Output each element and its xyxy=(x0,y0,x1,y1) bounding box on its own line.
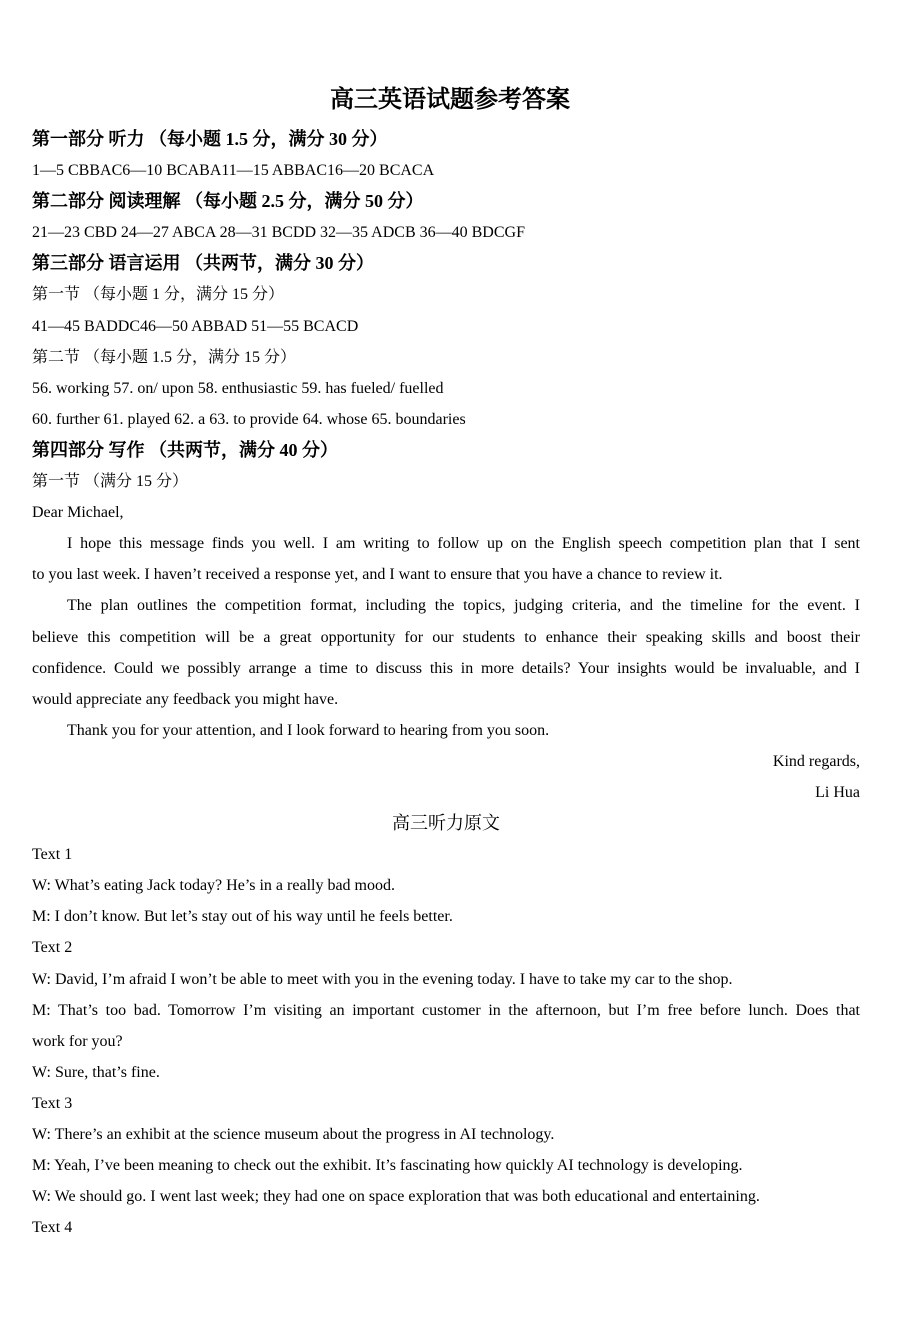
letter-signature: Li Hua xyxy=(815,783,860,801)
transcript-heading: 高三听力原文 xyxy=(392,813,500,834)
document-title: 高三英语试题参考答案 xyxy=(330,87,570,113)
part1-answers: 1—5 CBBAC6—10 BCABA11—15 ABBAC16—20 BCACA xyxy=(32,162,435,180)
part3-section1-answers: 41—45 BADDC46—50 ABBAD 51—55 BCACD xyxy=(32,317,359,335)
document-body xyxy=(32,124,860,1243)
transcript-line: W: What’s eating Jack today? He’s in a really bad mood. xyxy=(32,877,395,895)
letter-line: to you last week. I haven’t received a response yet, and I want to ensure that you have a chance to review it. xyxy=(32,566,723,584)
transcript-line: work for you? xyxy=(32,1032,123,1050)
part2-answers: 21—23 CBD 24—27 ABCA 28—31 BCDD 32—35 ADCB 36—40 BDCGF xyxy=(32,224,525,242)
part4-heading: 第四部分 写作 （共两节，满分 40 分） xyxy=(32,439,338,460)
part3-section2-answers-line: 56. working 57. on/ upon 58. enthusiastic 59. has fueled/ fuelled xyxy=(32,379,444,397)
letter-line: would appreciate any feedback you might have. xyxy=(32,690,339,708)
transcript-line: M: Yeah, I’ve been meaning to check out the exhibit. It’s fascinating how quickly AI technology is developing. xyxy=(32,1157,743,1175)
part3-section2-answers-line: 60. further 61. played 62. a 63. to provide 64. whose 65. boundaries xyxy=(32,410,466,428)
letter-line: Thank you for your attention, and I look forward to hearing from you soon. xyxy=(67,721,550,739)
part2-heading: 第二部分 阅读理解 （每小题 2.5 分，满分 50 分） xyxy=(32,191,424,212)
part3-section1-label: 第一节 （每小题 1 分，满分 15 分） xyxy=(32,286,285,304)
part3-heading: 第三部分 语言运用 （共两节，满分 30 分） xyxy=(32,253,374,274)
transcript-line: W: There’s an exhibit at the science museum about the progress in AI technology. xyxy=(32,1126,555,1143)
letter-line: I hope this message finds you well. I am writing to follow up on the English speech competition plan that I sent xyxy=(67,535,860,553)
transcript-text-label: Text 3 xyxy=(32,1094,73,1112)
transcript-text-label: Text 2 xyxy=(32,939,73,957)
transcript-line: W: David, I’m afraid I won’t be able to meet with you in the evening today. I have to take my car to the shop. xyxy=(32,970,733,988)
part3-section2-label: 第二节 （每小题 1.5 分，满分 15 分） xyxy=(32,348,297,366)
transcript-text-label: Text 1 xyxy=(32,846,73,864)
transcript-line: W: We should go. I went last week; they had one on space exploration that was both educational and entertaining. xyxy=(32,1188,760,1206)
part1-heading: 第一部分 听力 （每小题 1.5 分，满分 30 分） xyxy=(32,129,388,149)
transcript-text-label: Text 4 xyxy=(32,1219,73,1237)
transcript-line: M: I don’t know. But let’s stay out of his way until he feels better. xyxy=(32,908,453,926)
transcript-line: W: Sure, that’s fine. xyxy=(32,1063,160,1081)
part4-section1-label: 第一节 （满分 15 分） xyxy=(32,473,189,491)
letter-line: believe this competition will be a great opportunity for our students to enhance their speaking skills and boost their xyxy=(32,628,860,646)
letter-line: The plan outlines the competition format, including the topics, judging criteria, and the timeline for the event. I xyxy=(67,597,860,615)
letter-closing: Kind regards, xyxy=(772,752,860,770)
transcript-line: M: That’s too bad. Tomorrow I’m visiting an important customer in the afternoon, but I’m free before lunch. Does that xyxy=(32,1001,860,1019)
letter-greeting: Dear Michael, xyxy=(32,504,124,522)
letter-line: confidence. Could we possibly arrange a time to discuss this in more details? Your insights would be invaluable, and I xyxy=(32,659,860,677)
